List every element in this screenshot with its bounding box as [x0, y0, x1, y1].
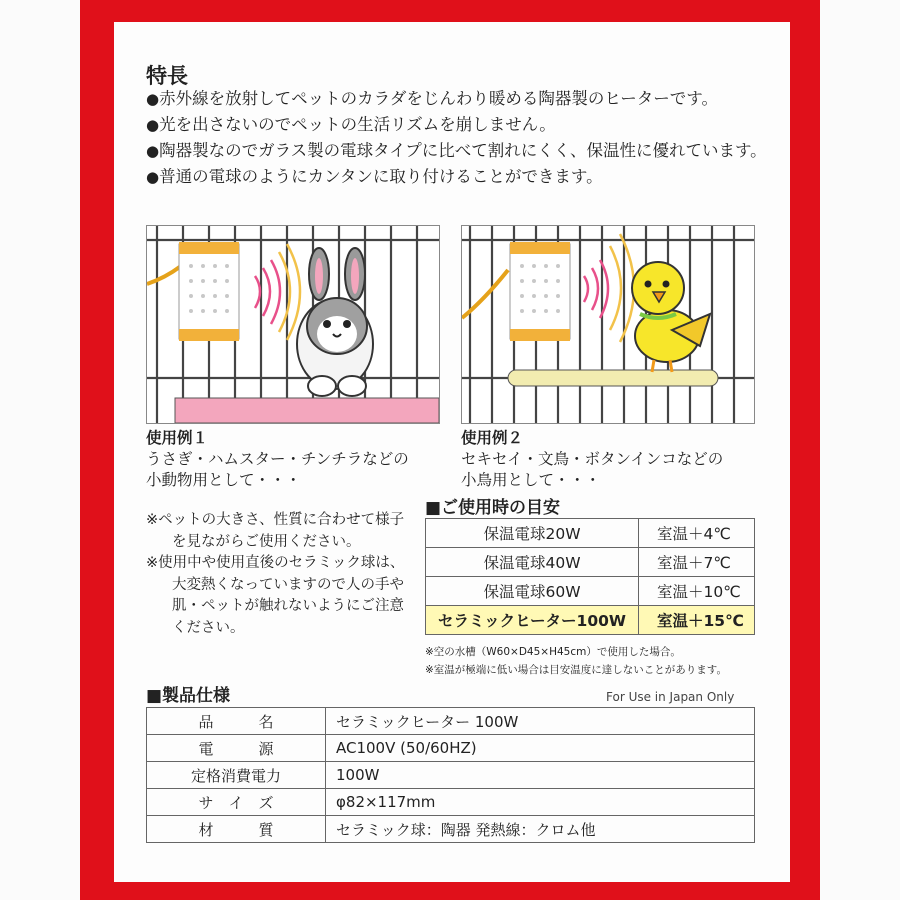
example-1-line: 小動物用として・・・	[146, 471, 302, 489]
spec-value: セラミックヒーター 100W	[326, 708, 755, 735]
table-row	[147, 789, 755, 816]
example-2-title: 使用例２	[461, 429, 524, 447]
spec-value: AC100V (50/60HZ)	[326, 735, 755, 762]
example-1-line: うさぎ・ハムスター・チンチラなどの	[146, 450, 409, 468]
guide-footnote: ※室温が極端に低い場合は目安温度に達しないことがあります。	[425, 664, 727, 676]
package-frame-top	[80, 0, 820, 22]
spec-value: 100W	[326, 762, 755, 789]
example-2-line: セキセイ・文鳥・ボタンインコなどの	[461, 450, 724, 468]
illustration-bird-cage	[461, 225, 755, 424]
table-row	[147, 816, 755, 843]
bullet-icon: ●	[146, 90, 160, 108]
table-row	[426, 548, 755, 577]
caution-notes	[146, 510, 416, 639]
example-1-title: 使用例１	[146, 429, 209, 447]
feature-item: ●赤外線を放射してペットのカラダをじんわり暖める陶器製のヒーターです。	[146, 89, 718, 108]
guide-footnote: ※空の水槽（W60×D45×H45cm）で使用した場合。	[425, 646, 681, 658]
example-1	[146, 428, 409, 491]
bullet-icon: ●	[146, 142, 160, 160]
guide-temp: 室温＋7℃	[639, 548, 755, 577]
package-frame-right	[790, 0, 820, 900]
table-row	[426, 519, 755, 548]
features-list	[146, 86, 786, 190]
guide-item: 保温電球20W	[426, 519, 639, 548]
japan-only-note: For Use in Japan Only	[606, 690, 735, 704]
package-frame-bottom	[80, 882, 820, 900]
spec-value: セラミック球：陶器 発熱線：クロム他	[326, 816, 755, 843]
caution-note: ※ペットの大きさ、性質に合わせて様子を見ながらご使用ください。	[146, 512, 405, 550]
feature-item: ●陶器製なのでガラス製の電球タイプに比べて割れにくく、保温性に優れています。	[146, 141, 767, 160]
table-row	[147, 708, 755, 735]
table-row	[147, 762, 755, 789]
guide-temp: 室温＋15℃	[639, 606, 755, 635]
spec-heading: ■製品仕様	[146, 686, 231, 706]
spec-label: 材 質	[147, 816, 326, 843]
table-row	[426, 577, 755, 606]
bird-cage-icon	[462, 226, 754, 423]
bullet-icon: ●	[146, 116, 160, 134]
feature-item: ●普通の電球のようにカンタンに取り付けることができます。	[146, 167, 603, 186]
usage-guide-heading: ■ご使用時の目安	[425, 498, 561, 518]
spec-label: 定格消費電力	[147, 762, 326, 789]
caution-note: ※使用中や使用直後のセラミック球は、大変熱くなっていますので人の手や肌・ペットが触れないようにご注意ください。	[146, 555, 405, 636]
guide-item: 保温電球60W	[426, 577, 639, 606]
table-row	[147, 735, 755, 762]
spec-label: 品 名	[147, 708, 326, 735]
package-frame-left	[80, 0, 114, 900]
guide-item: セラミックヒーター100W	[426, 606, 639, 635]
example-2	[461, 428, 723, 491]
spec-value: φ82×117mm	[326, 789, 755, 816]
spec-label: 電 源	[147, 735, 326, 762]
guide-temp: 室温＋4℃	[639, 519, 755, 548]
bullet-icon: ●	[146, 168, 160, 186]
feature-item: ●光を出さないのでペットの生活リズムを崩しません。	[146, 115, 556, 134]
guide-item: 保温電球40W	[426, 548, 639, 577]
guide-temp: 室温＋10℃	[639, 577, 755, 606]
features-heading: 特長	[146, 64, 188, 88]
table-row-highlighted	[426, 606, 755, 635]
example-2-line: 小鳥用として・・・	[461, 471, 601, 489]
spec-label: サ イ ズ	[147, 789, 326, 816]
illustration-rabbit-cage	[146, 225, 440, 424]
guide-footnotes	[425, 643, 727, 679]
usage-guide-table	[425, 518, 755, 635]
spec-table	[146, 707, 755, 843]
rabbit-cage-icon	[147, 226, 439, 423]
